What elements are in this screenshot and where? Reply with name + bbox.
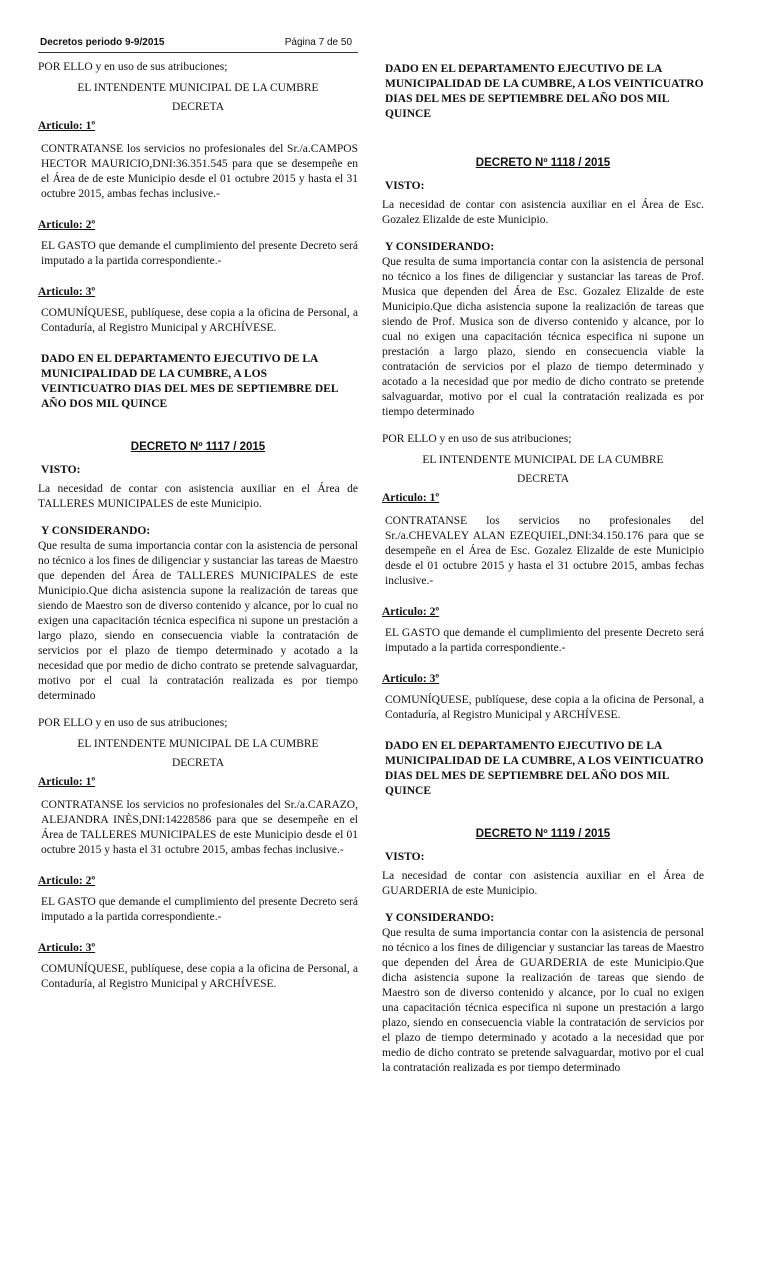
decreta-heading: DECRETA [171, 757, 225, 769]
dado-en-text: DADO EN EL DEPARTAMENTO EJECUTIVO DE LA MUNICIPALIDAD DE LA CUMBRE, A LOS VEINTICUATRO DIAS DEL MES DE SEPTIEMBRE DEL AÑO DOS MIL QUINCE [385, 740, 704, 797]
intendente-heading: EL INTENDENTE MUNICIPAL DE LA CUMBRE [422, 454, 664, 466]
article-1-text: CONTRATANSE los servicios no profesionales del Sr./a.CARAZO, ALEJANDRA INÈS,DNI:14228586 para que se desempeñe en el Área de TALLERES MUNICIPALES de este Municipio desde el 01 octubre 2015 y hasta el 31 octubre 2015, ambas fechas inclusive.- [41, 799, 358, 856]
left-column [38, 60, 358, 992]
visto-heading: VISTO: [385, 180, 425, 192]
por-ello-text: POR ELLO y en uso de sus atribuciones; [382, 433, 572, 445]
considerando-text: Que resulta de suma importancia contar con la asistencia de personal no técnico a los fines de diligenciar y sustanciar las tareas de Prof. Musica que dependen del Área de Esc. Gozalez Elizalde de este Municipio.Que dicha asistencia supone la realización de tareas que siendo de Prof. Musica son de diverso contenido y alcance, por lo cual no exigen una capacitación técnica especifica ni supone un prestación a largo plazo, siendo en consecuencia viable la contratación de servicios por el plazo de tiempo determinado y acotado a la necesidad que por medio de dicho contrato se pretende salvaguardar, motivo por el cual la contratación realizada es por tiempo determinado [382, 256, 704, 418]
decreto-1118-title: DECRETO Nº 1118 / 2015 [475, 157, 611, 169]
article-2-text: EL GASTO que demande el cumplimiento del presente Decreto será imputado a la partida correspondiente.- [385, 627, 704, 654]
intendente-heading: EL INTENDENTE MUNICIPAL DE LA CUMBRE [77, 82, 319, 94]
visto-text: La necesidad de contar con asistencia auxiliar en el Área de TALLERES MUNICIPALES de este Municipio. [38, 483, 358, 510]
article-3-text: COMUNÍQUESE, publíquese, dese copia a la oficina de Personal, a Contaduría, al Registro Municipal y ARCHÍVESE. [385, 694, 704, 721]
decreta-heading: DECRETA [516, 473, 570, 485]
article-3-label: Articulo: 3º [38, 942, 96, 954]
document-title: Decretos periodo 9-9/2015 [40, 37, 165, 48]
visto-heading: VISTO: [41, 464, 81, 476]
visto-text: La necesidad de contar con asistencia auxiliar en el Área de Esc. Gozalez Elizalde de este Municipio. [382, 199, 704, 226]
article-2-text: EL GASTO que demande el cumplimiento del presente Decreto será imputado a la partida correspondiente.- [41, 896, 358, 923]
article-3-label: Articulo: 3º [382, 673, 440, 685]
article-1-label: Articulo: 1º [382, 492, 440, 504]
considerando-text: Que resulta de suma importancia contar con la asistencia de personal no técnico a los fines de diligenciar y sustanciar las tareas de Maestro que dependen del Área de GUARDERIA de este Municipio.Que dicha asistencia supone la realización de tareas que siendo de Maestro son de diverso contenido y alcance, por lo cual no exigen una capacitación técnica especifica ni supone un prestación a largo plazo, siendo en consecuencia viable la contratación de servicios por el plazo de tiempo determinado y acotado a la necesidad que por medio de dicho contrato se pretende salvaguardar, motivo por el cual la contratación realizada es por tiempo determinado [382, 927, 704, 1074]
considerando-heading: Y CONSIDERANDO: [385, 912, 495, 924]
article-1-label: Articulo: 1º [38, 120, 96, 132]
article-2-label: Articulo: 2º [382, 606, 440, 618]
considerando-heading: Y CONSIDERANDO: [385, 241, 495, 253]
considerando-heading: Y CONSIDERANDO: [41, 525, 151, 537]
right-column [382, 62, 704, 1076]
dado-en-text: DADO EN EL DEPARTAMENTO EJECUTIVO DE LA MUNICIPALIDAD DE LA CUMBRE, A LOS VEINTICUATRO DIAS DEL MES DE SEPTIEMBRE DEL AÑO DOS MIL QUINCE [41, 353, 338, 410]
article-2-label: Articulo: 2º [38, 875, 96, 887]
article-2-text: EL GASTO que demande el cumplimiento del presente Decreto será imputado a la partida correspondiente.- [41, 240, 358, 267]
por-ello-text: POR ELLO y en uso de sus atribuciones; [38, 717, 228, 729]
considerando-text: Que resulta de suma importancia contar con la asistencia de personal no técnico a los fines de diligenciar y sustanciar las tareas de Maestro que dependen del Área de TALLERES MUNICIPALES de este Municipio.Que dicha asistencia supone la realización de tareas que siendo de Maestro son de diverso contenido y alcance, por lo cual no exigen una capacitación técnica especifica ni supone un prestación a largo plazo, siendo en consecuencia viable la contratación de servicios por el plazo de tiempo determinado y acotado a la necesidad que por medio de dicho contrato se pretende salvaguardar, motivo por el cual la contratación realizada es por tiempo determinado [38, 540, 358, 702]
dado-en-text: DADO EN EL DEPARTAMENTO EJECUTIVO DE LA MUNICIPALIDAD DE LA CUMBRE, A LOS VEINTICUATRO DIAS DEL MES DE SEPTIEMBRE DEL AÑO DOS MIL QUINCE [385, 63, 704, 120]
article-2-label: Articulo: 2º [38, 219, 96, 231]
article-3-label: Articulo: 3º [38, 286, 96, 298]
decreta-heading: DECRETA [171, 101, 225, 113]
visto-text: La necesidad de contar con asistencia auxiliar en el Área de GUARDERIA de este Municipio. [382, 870, 704, 897]
article-1-text: CONTRATANSE los servicios no profesionales del Sr./a.CAMPOS HECTOR MAURICIO,DNI:36.351.545 para que se desempeñe en el Área de de este Municipio desde el 01 octubre 2015 y hasta el 31 octubre 2015, ambas fechas inclusive.- [41, 143, 358, 200]
visto-heading: VISTO: [385, 851, 425, 863]
page-number: Página 7 de 50 [284, 37, 352, 48]
article-1-label: Articulo: 1º [38, 776, 96, 788]
article-3-text: COMUNÍQUESE, publíquese, dese copia a la oficina de Personal, a Contaduría, al Registro Municipal y ARCHÍVESE. [41, 963, 358, 990]
decreto-1117-title: DECRETO Nº 1117 / 2015 [130, 441, 266, 453]
intendente-heading: EL INTENDENTE MUNICIPAL DE LA CUMBRE [77, 738, 319, 750]
por-ello-text: POR ELLO y en uso de sus atribuciones; [38, 61, 228, 73]
page-header [38, 36, 358, 53]
article-3-text: COMUNÍQUESE, publíquese, dese copia a la oficina de Personal, a Contaduría, al Registro Municipal y ARCHÍVESE. [41, 307, 358, 334]
decreto-1119-title: DECRETO Nº 1119 / 2015 [475, 828, 611, 840]
article-1-text: CONTRATANSE los servicios no profesionales del Sr./a.CHEVALEY ALAN EZEQUIEL,DNI:34.150.176 para que se desempeñe en el Área de Esc. Gozalez Elizalde de este Municipio desde el 01 octubre 2015 y hasta el 31 octubre 2015, ambas fechas inclusive.- [385, 515, 704, 587]
